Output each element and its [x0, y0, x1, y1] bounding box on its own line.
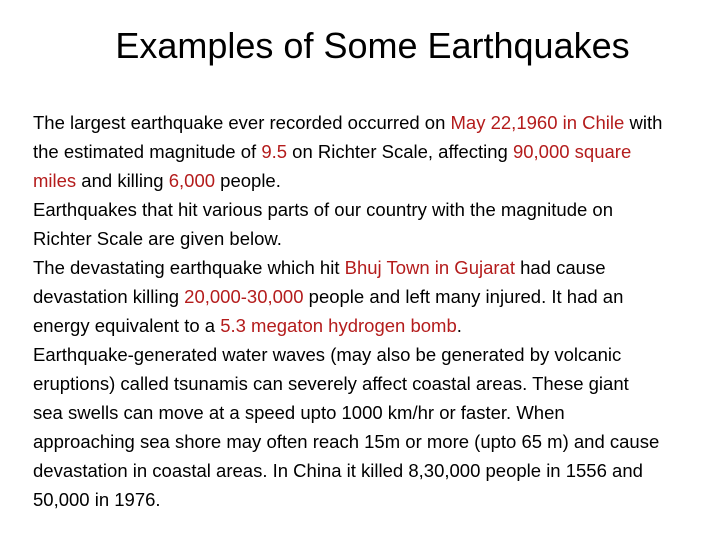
- text-line: [33, 166, 718, 195]
- highlight-deaths: 20,000-30,000: [184, 286, 304, 307]
- text-segment: .: [456, 315, 462, 336]
- highlight-date-place: May 22,1960 in Chile: [450, 112, 625, 133]
- text-segment: with: [624, 112, 663, 133]
- text-segment: The devastating earthquake which hit: [33, 257, 345, 278]
- text-line: approaching sea shore may often reach 15m or more (upto 65 m) and cause: [33, 431, 660, 452]
- paragraph-country-intro: [33, 195, 718, 253]
- highlight-energy: 5.3 megaton hydrogen bomb: [220, 315, 457, 336]
- text-segment: The largest earthquake ever recorded occurred on: [33, 112, 451, 133]
- text-segment: people.: [215, 170, 281, 191]
- text-line: [33, 108, 718, 137]
- highlight-area: 90,000 square: [512, 141, 632, 162]
- text-line: [33, 311, 718, 340]
- highlight-deaths: 6,000: [168, 170, 216, 191]
- text-line: [33, 282, 718, 311]
- text-line: Richter Scale are given below.: [33, 228, 282, 249]
- highlight-area-unit: miles: [33, 170, 77, 191]
- text-line: [33, 137, 718, 166]
- text-line: [33, 253, 718, 282]
- text-line: Earthquakes that hit various parts of our country with the magnitude on: [33, 199, 613, 220]
- paragraph-bhuj-earthquake: [33, 253, 718, 340]
- text-line: devastation in coastal areas. In China it killed 8,30,000 people in 1556 and: [33, 460, 643, 481]
- highlight-place: Bhuj Town in Gujarat: [344, 257, 515, 278]
- text-segment: the estimated magnitude of: [33, 141, 262, 162]
- slide-body: [33, 108, 718, 514]
- text-line: eruptions) called tsunamis can severely affect coastal areas. These giant: [33, 373, 629, 394]
- text-segment: on Richter Scale, affecting: [287, 141, 513, 162]
- text-segment: had cause: [514, 257, 606, 278]
- text-segment: devastation killing: [33, 286, 185, 307]
- paragraph-tsunamis: [33, 340, 718, 514]
- text-segment: energy equivalent to a: [33, 315, 221, 336]
- text-line: Earthquake-generated water waves (may also be generated by volcanic: [33, 344, 622, 365]
- text-segment: people and left many injured. It had an: [303, 286, 624, 307]
- paragraph-chile-earthquake: [33, 108, 718, 195]
- slide-title: Examples of Some Earthquakes: [115, 25, 630, 66]
- text-line: sea swells can move at a speed upto 1000 km/hr or faster. When: [33, 402, 565, 423]
- text-line: 50,000 in 1976.: [33, 489, 161, 510]
- text-segment: and killing: [76, 170, 169, 191]
- highlight-magnitude: 9.5: [261, 141, 288, 162]
